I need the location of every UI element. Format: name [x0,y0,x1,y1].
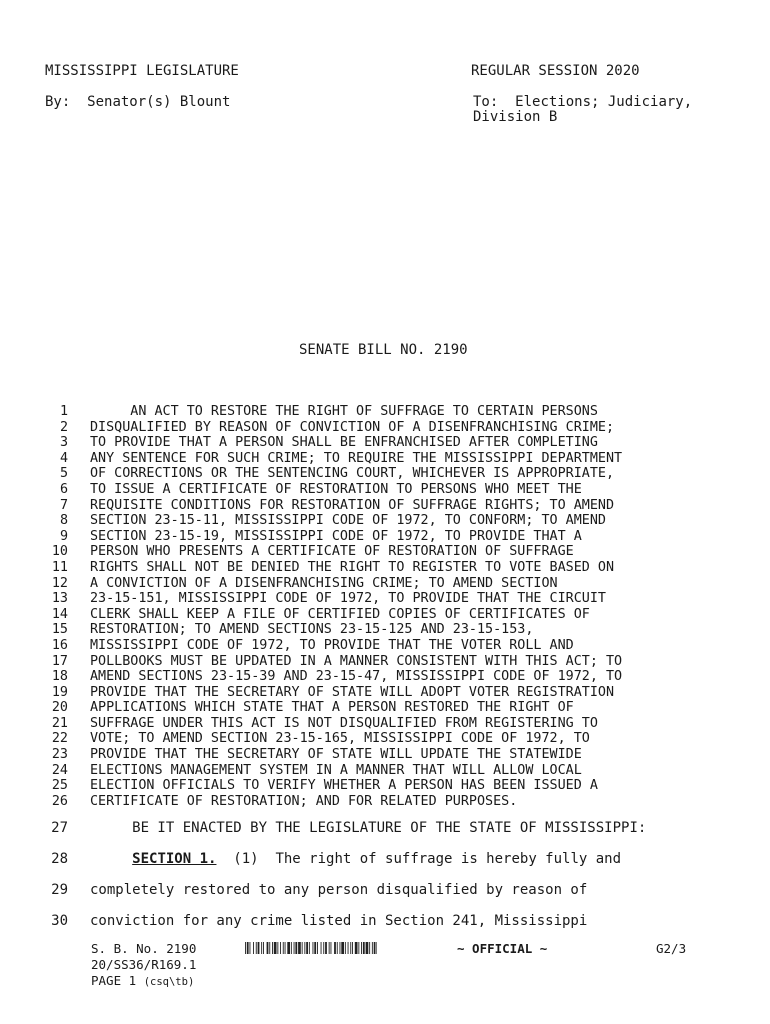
line-number: 30 [51,913,68,929]
official-label: ~ OFFICIAL ~ [457,941,548,956]
title-line-text: DISQUALIFIED BY REASON OF CONVICTION OF A DISENFRANCHISING CRIME; [90,419,615,435]
title-line [44,747,744,763]
title-line-text: PROVIDE THAT THE SECRETARY OF STATE WILL UPDATE THE STATEWIDE [90,747,582,763]
title-line-text: ANY SENTENCE FOR SUCH CRIME; TO REQUIRE THE MISSISSIPPI DEPARTMENT [90,450,623,466]
line-number: 12 [51,575,68,591]
to-label: To: [473,94,499,110]
title-line [44,404,744,420]
section-1-content [90,851,621,867]
line-number: 15 [51,622,68,638]
line-number: 24 [51,762,68,778]
enacting-text: BE IT ENACTED BY THE LEGISLATURE OF THE STATE OF MISSISSIPPI: [90,820,647,836]
sponsor-line [45,94,230,110]
line-number: 13 [51,591,68,607]
title-line-text: SUFFRAGE UNDER THIS ACT IS NOT DISQUALIFIED FROM REGISTERING TO [90,715,598,731]
line-number: 6 [59,481,68,497]
line-number: 19 [51,684,68,700]
body-line-30 [44,913,587,929]
line-number: 25 [51,778,68,794]
body-text: conviction for any crime listed in Section 241, Mississippi [90,913,588,929]
title-line [44,685,744,701]
line-number: 9 [59,528,68,544]
enacting-clause [44,820,646,836]
line-number: 21 [51,715,68,731]
line-number: 5 [59,466,68,482]
title-line-text: OF CORRECTIONS OR THE SENTENCING COURT, WHICHEVER IS APPROPRIATE, [90,466,615,482]
title-line-text: 23-15-151, MISSISSIPPI CODE OF 1972, TO PROVIDE THAT THE CIRCUIT [90,591,606,607]
bill-title: SENATE BILL NO. 2190 [299,342,468,358]
line-number: 2 [59,419,68,435]
line-number: 17 [51,653,68,669]
title-line [44,435,744,451]
sponsor-name: Senator(s) Blount [87,94,231,110]
bill-title-paragraph [44,404,744,809]
line-number: 8 [59,513,68,529]
committees: Elections; Judiciary, [515,94,693,110]
title-line [44,482,744,498]
title-line-text: CLERK SHALL KEEP A FILE OF CERTIFIED COPIES OF CERTIFICATES OF [90,606,590,622]
title-line [44,700,744,716]
line-number: 11 [51,559,68,575]
line-number: 1 [59,404,68,419]
title-line-text: TO ISSUE A CERTIFICATE OF RESTORATION TO PERSONS WHO MEET THE [90,481,582,497]
line-number: 22 [51,731,68,747]
line-number: 26 [51,793,68,809]
title-line [44,794,744,810]
title-line [44,576,744,592]
footer-version: 20/SS36/R169.1 [91,957,197,972]
title-line-text: RESTORATION; TO AMEND SECTIONS 23-15-125 AND 23-15-153, [90,622,534,638]
title-line [44,451,744,467]
title-line [44,513,744,529]
title-line [44,763,744,779]
title-line-text: SECTION 23-15-19, MISSISSIPPI CODE OF 1972, TO PROVIDE THAT A [90,528,582,544]
line-number: 20 [51,700,68,716]
committee-line-1 [473,94,692,110]
title-line-text: TO PROVIDE THAT A PERSON SHALL BE ENFRANCHISED AFTER COMPLETING [90,435,598,451]
line-number: 4 [59,450,68,466]
title-line-text: AMEND SECTIONS 23-15-39 AND 23-15-47, MISSISSIPPI CODE OF 1972, TO [90,669,623,685]
title-line-text: APPLICATIONS WHICH STATE THAT A PERSON RESTORED THE RIGHT OF [90,700,574,716]
title-line [44,466,744,482]
title-line-text: SECTION 23-15-11, MISSISSIPPI CODE OF 1972, TO CONFORM; TO AMEND [90,513,606,529]
title-line-text: PERSON WHO PRESENTS A CERTIFICATE OF RESTORATION OF SUFFRAGE [90,544,574,560]
title-line [44,778,744,794]
title-line [44,498,744,514]
line-number: 10 [51,544,68,560]
page-number: PAGE 1 [91,973,137,988]
line-number: 7 [59,497,68,513]
title-line [44,607,744,623]
line-number: 27 [51,820,68,836]
title-line [44,591,744,607]
line-number: 28 [51,851,68,867]
title-line [44,560,744,576]
line-number: 29 [51,882,68,898]
by-label: By: [45,94,71,110]
title-line [44,731,744,747]
title-line-text: VOTE; TO AMEND SECTION 23-15-165, MISSISSIPPI CODE OF 1972, TO [90,731,590,747]
body-line-29 [44,882,587,898]
title-line [44,622,744,638]
title-line [44,529,744,545]
barcode-icon [245,942,377,954]
footer-code: G2/3 [656,941,687,956]
line-number: 16 [51,637,68,653]
title-line [44,654,744,670]
section-1-line [44,851,621,867]
title-line [44,716,744,732]
title-line-text: AN ACT TO RESTORE THE RIGHT OF SUFFRAGE TO CERTAIN PERSONS [90,404,598,419]
section-1-heading: SECTION 1. [132,851,217,867]
line-number: 3 [59,435,68,451]
line-number: 23 [51,747,68,763]
title-line-text: RIGHTS SHALL NOT BE DENIED THE RIGHT TO REGISTER TO VOTE BASED ON [90,559,615,575]
body-text: completely restored to any person disqualified by reason of [90,882,588,898]
session-label: REGULAR SESSION 2020 [471,63,640,79]
section-1-text: (1) The right of suffrage is hereby fully and [216,851,622,867]
title-line [44,544,744,560]
title-line-text: REQUISITE CONDITIONS FOR RESTORATION OF SUFFRAGE RIGHTS; TO AMEND [90,497,615,513]
title-line [44,669,744,685]
line-number: 14 [51,606,68,622]
title-line [44,420,744,436]
title-line-text: A CONVICTION OF A DISENFRANCHISING CRIME; TO AMEND SECTION [90,575,558,591]
title-line-text: ELECTIONS MANAGEMENT SYSTEM IN A MANNER THAT WILL ALLOW LOCAL [90,762,582,778]
title-line-text: MISSISSIPPI CODE OF 1972, TO PROVIDE THAT THE VOTER ROLL AND [90,637,574,653]
title-line-text: POLLBOOKS MUST BE UPDATED IN A MANNER CONSISTENT WITH THIS ACT; TO [90,653,623,669]
line-number: 18 [51,669,68,685]
title-line-text: ELECTION OFFICIALS TO VERIFY WHETHER A PERSON HAS BEEN ISSUED A [90,778,598,794]
footer-initials: (csq\tb) [143,976,195,988]
title-line-text: CERTIFICATE OF RESTORATION; AND FOR RELATED PURPOSES. [90,793,518,809]
legislature-name: MISSISSIPPI LEGISLATURE [45,63,239,79]
footer-page [91,973,194,990]
title-line-text: PROVIDE THAT THE SECRETARY OF STATE WILL ADOPT VOTER REGISTRATION [90,684,615,700]
footer-bill-number: S. B. No. 2190 [91,941,197,956]
title-line [44,638,744,654]
committee-line-2: Division B [473,109,558,125]
